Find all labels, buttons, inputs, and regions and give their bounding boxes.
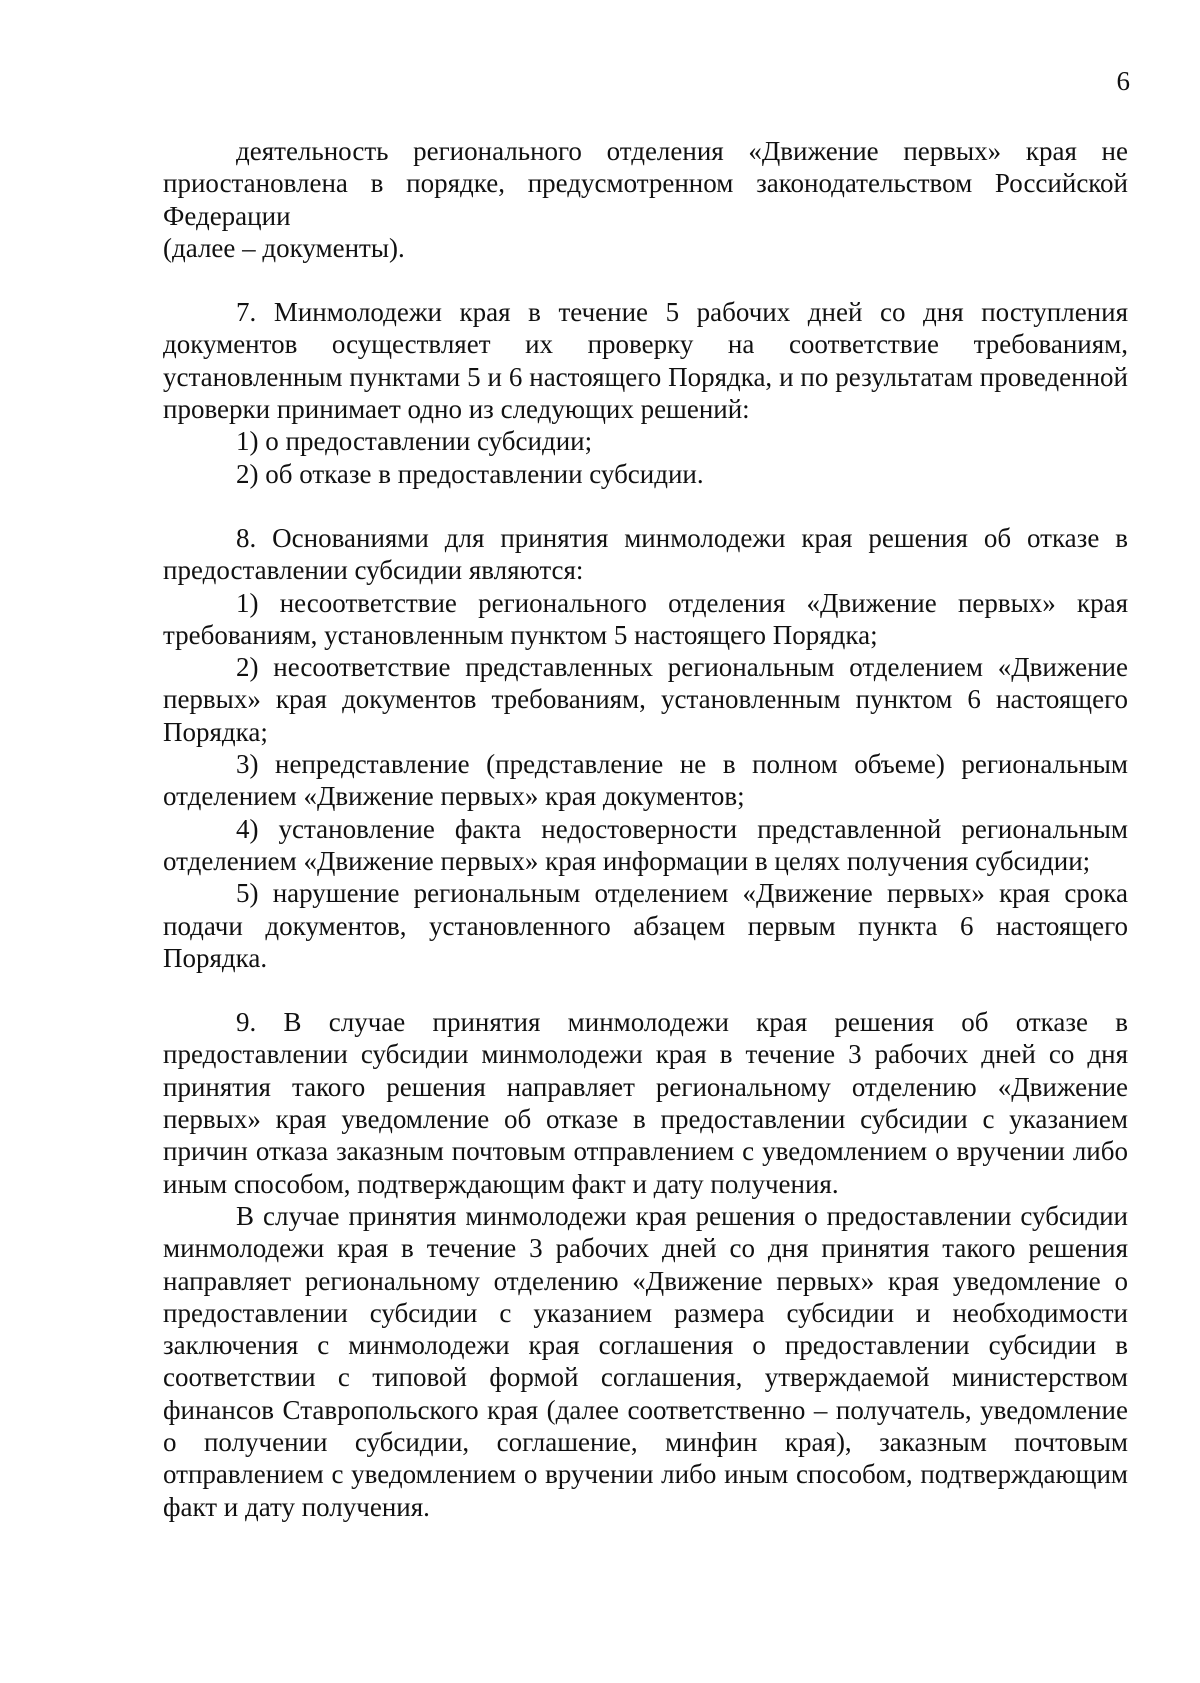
paragraph-item-7-1: 1) о предоставлении субсидии; (236, 426, 593, 457)
document-body (163, 135, 1128, 1523)
paragraph-continuation: деятельность регионального отделения «Движение первых» края не приостановлена в порядке, предусмотренном законодательством Российской Федерации (163, 136, 1128, 231)
paragraph-item-8: 8. Основаниями для принятия минмолодежи края решения об отказе в предоставлении субсидии являются: (163, 522, 1128, 586)
paragraph-documents-note: (далее – документы). (163, 232, 405, 263)
page-number: 6 (1116, 66, 1130, 96)
paragraph-item-9-grant: В случае принятия минмолодежи края решения о предоставлении субсидии минмолодежи края в течение 3 рабочих дней со дня принятия такого решения направляет региональному отделению «Движение первых» края уведомление о предоставлении субсидии с указанием размера субсидии и необходимости заключения с минмолодежи края соглашения о предоставлении субсидии в соответствии с типовой формой соглашения, утверждаемой министерством финансов Ставропольского края (далее соответственно – получатель, уведомление о получении субсидии, соглашение, минфин края), заказным почтовым отправлением с уведомлением о вручении либо иным способом, подтверждающим факт и дату получения. (163, 1200, 1128, 1522)
paragraph-item-7: 7. Минмолодежи края в течение 5 рабочих дней со дня поступления документов осуществляет их проверку на соответствие требованиям, установленным пунктами 5 и 6 настоящего Порядка, и по результатам проведенной проверки принимает одно из следующих решений: (163, 297, 1128, 425)
paragraph-item-8-5: 5) нарушение региональным отделением «Движение первых» края срока подачи документов, установленного абзацем первым пункта 6 настоящего Порядка. (163, 878, 1128, 973)
paragraph-item-8-2: 2) несоответствие представленных региональным отделением «Движение первых» края документов требованиям, установленным пунктом 6 настоящего Порядка; (163, 652, 1128, 747)
paragraph-item-8-3: 3) непредставление (представление не в полном объеме) региональным отделением «Движение первых» края документов; (163, 749, 1128, 812)
paragraph-item-8-4: 4) установление факта недостоверности представленной региональным отделением «Движение первых» края информации в целях получения субсидии; (163, 813, 1128, 876)
paragraph-item-7-2: 2) об отказе в предоставлении субсидии. (236, 458, 704, 489)
paragraph-item-8-1: 1) несоответствие регионального отделения «Движение первых» края требованиям, установленным пунктом 5 настоящего Порядка; (163, 587, 1128, 650)
paragraph-item-9: 9. В случае принятия минмолодежи края решения об отказе в предоставлении субсидии минмолодежи края в течение 3 рабочих дней со дня принятия такого решения направляет региональному отделению «Движение первых» края уведомление об отказе в предоставлении субсидии с указанием причин отказа заказным почтовым отправлением с уведомлением о вручении либо иным способом, подтверждающим факт и дату получения. (163, 1007, 1128, 1199)
